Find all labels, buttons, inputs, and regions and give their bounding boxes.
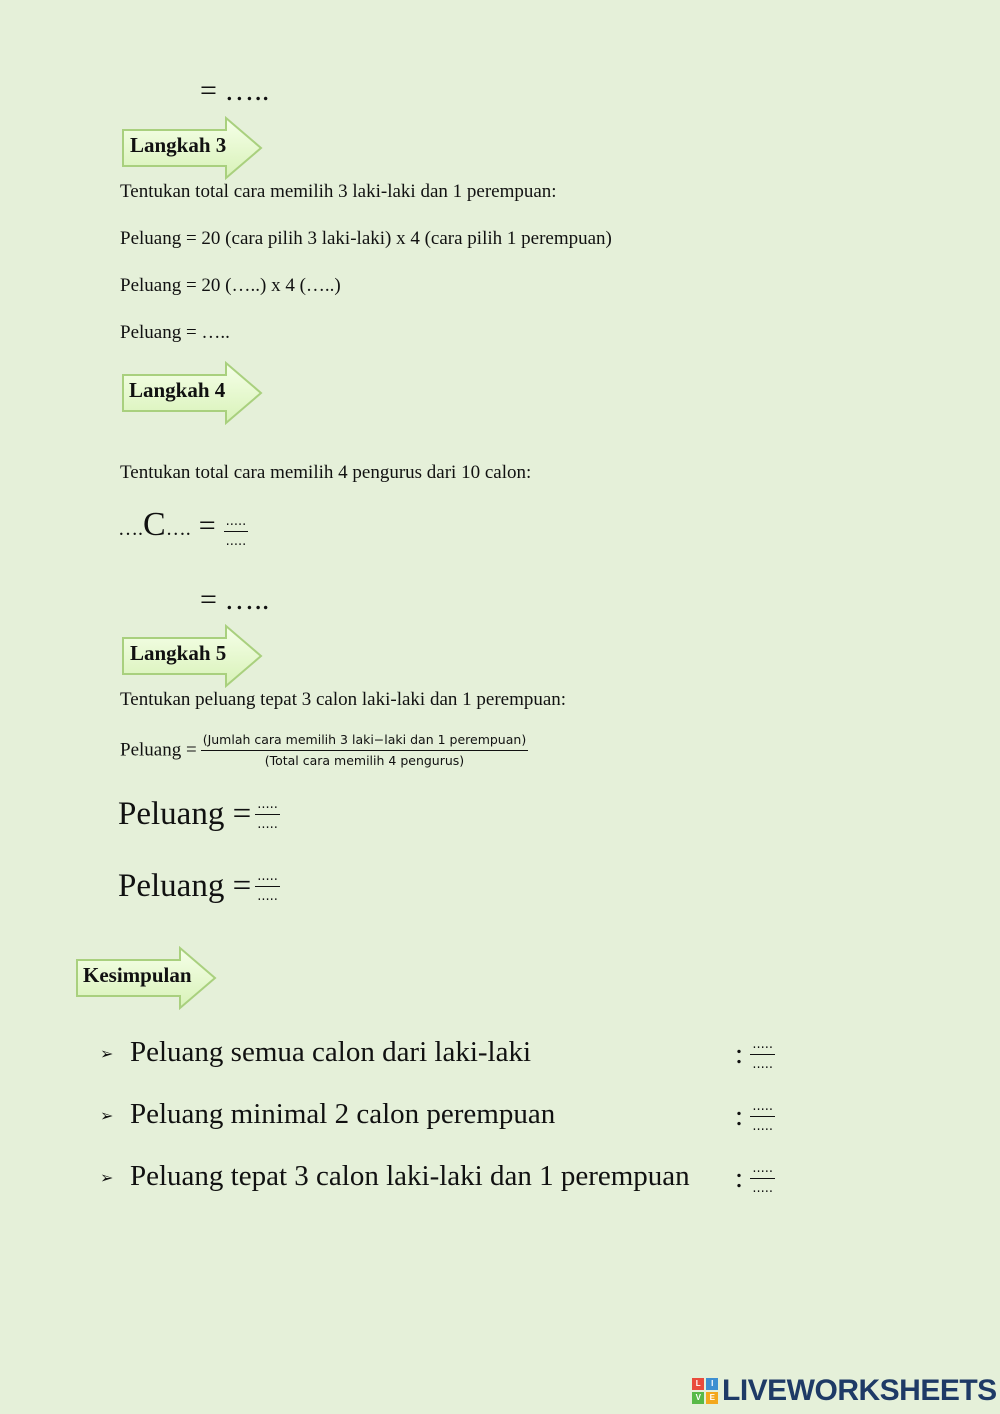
formula-fraction [201, 734, 529, 767]
comb-fraction [224, 515, 249, 548]
logo-tile: V [692, 1392, 704, 1404]
colon: : [735, 1037, 744, 1070]
prob2-denominator: ..... [257, 889, 278, 904]
prob2-fraction [255, 870, 280, 903]
prob2-numerator: ..... [255, 870, 280, 887]
colon: : [735, 1099, 744, 1132]
comb-numerator: ..... [224, 515, 249, 532]
step3-fill-in: Peluang = 20 (…..) x 4 (…..) [120, 275, 341, 296]
bullet-arrow-icon: ➢ [100, 1046, 114, 1064]
comb-denominator: ..... [225, 533, 247, 549]
step4-instruction: Tentukan total cara memilih 4 pengurus dari 10 calon: [120, 462, 532, 483]
conclusion-item-text: Peluang minimal 2 calon perempuan [130, 1098, 556, 1130]
comb-c: C [143, 506, 166, 543]
logo-grid-icon [692, 1378, 718, 1404]
step3-result: Peluang = ….. [120, 322, 230, 343]
step4-label: Langkah 4 [129, 378, 226, 402]
step5-instruction: Tentukan peluang tepat 3 calon laki-laki dan 1 perempuan: [120, 689, 567, 710]
conclusion-item-text: Peluang tepat 3 calon laki-laki dan 1 perempuan [130, 1160, 690, 1192]
conclusion-arrow-badge [74, 946, 219, 1010]
step5-label: Langkah 5 [130, 641, 227, 665]
step5-arrow-badge [120, 624, 265, 688]
answer-fraction [750, 1162, 775, 1195]
formula-numerator: (Jumlah cara memilih 3 laki−laki dan 1 perempuan) [201, 734, 529, 751]
conclusion-item-2 [100, 1098, 555, 1131]
bullet-arrow-icon: ➢ [100, 1170, 114, 1188]
answer-numerator: ..... [750, 1038, 775, 1055]
answer-numerator: ..... [750, 1162, 775, 1179]
conclusion-answer-2 [735, 1098, 775, 1133]
bullet-arrow-icon: ➢ [100, 1108, 114, 1126]
answer-numerator: ..... [750, 1100, 775, 1117]
answer-fraction [750, 1038, 775, 1071]
logo-tile: L [692, 1378, 704, 1390]
prob1-numerator: ..... [255, 798, 280, 815]
probability-line-2 [118, 868, 280, 905]
comb-r: …. [165, 518, 191, 540]
combination-formula [118, 506, 248, 548]
conclusion-label: Kesimpulan [83, 963, 192, 987]
step3-instruction: Tentukan total cara memilih 3 laki-laki dan 1 perempuan: [120, 181, 557, 202]
conclusion-item-1 [100, 1036, 531, 1069]
conclusion-item-3 [100, 1160, 690, 1193]
step4-result: = ….. [200, 583, 270, 616]
answer-denominator: ..... [752, 1056, 773, 1072]
step3-arrow-badge [120, 116, 265, 180]
answer-fraction [750, 1100, 775, 1133]
logo-tile: E [706, 1392, 718, 1404]
logo-text: LIVEWORKSHEETS [722, 1374, 997, 1407]
probability-line-1 [118, 796, 280, 833]
comb-equals: = [198, 509, 216, 542]
step4-arrow-badge [120, 361, 265, 425]
answer-denominator: ..... [752, 1118, 773, 1134]
formula-prefix: Peluang = [120, 739, 197, 761]
formula-denominator: (Total cara memilih 4 pengurus) [264, 752, 465, 768]
prob1-denominator: ..... [257, 817, 278, 832]
conclusion-answer-1 [735, 1036, 775, 1071]
prob1-fraction [255, 798, 280, 831]
conclusion-item-text: Peluang semua calon dari laki-laki [130, 1036, 532, 1068]
comb-n: …. [118, 518, 143, 540]
step3-formula: Peluang = 20 (cara pilih 3 laki-laki) x 4 (cara pilih 1 perempuan) [120, 228, 612, 249]
prob1-prefix: Peluang = [118, 796, 252, 832]
colon: : [735, 1161, 744, 1194]
conclusion-answer-3 [735, 1160, 775, 1195]
logo-tile: I [706, 1378, 718, 1390]
answer-denominator: ..... [752, 1180, 773, 1196]
liveworksheets-logo[interactable] [692, 1374, 997, 1408]
step2-result: = ….. [200, 74, 270, 107]
probability-formula [120, 734, 528, 767]
step3-label: Langkah 3 [130, 133, 227, 157]
prob2-prefix: Peluang = [118, 868, 252, 904]
